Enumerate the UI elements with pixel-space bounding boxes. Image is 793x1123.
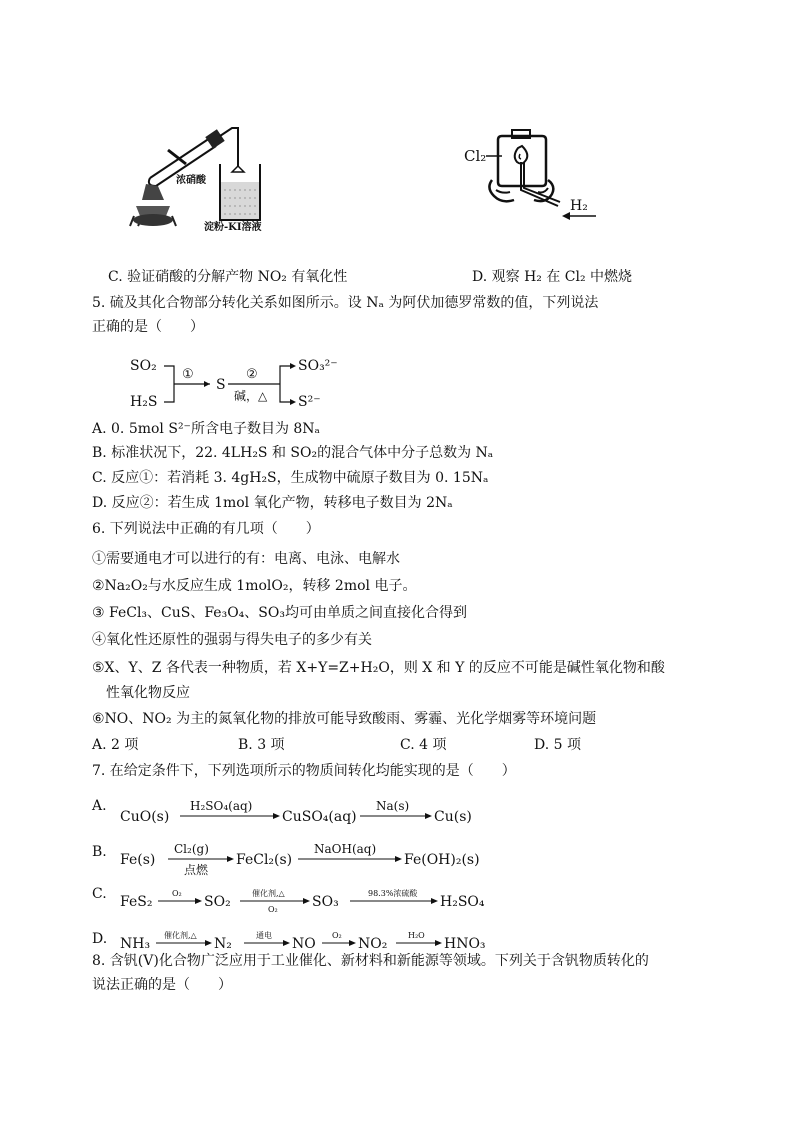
q6-option-d: D. 5 项 xyxy=(534,737,581,753)
q7-option-a-label: A. xyxy=(92,798,107,814)
q6-statement-4: ④氧化性还原性的强弱与得失电子的多少有关 xyxy=(92,632,372,648)
c-species-1: FeS₂ xyxy=(120,894,153,910)
q5-option-b: B. 标准状况下，22. 4LH₂S 和 SO₂的混合气体中分子总数为 Nₐ xyxy=(92,445,494,461)
d-condition-4: H₂O xyxy=(408,931,425,940)
d-species-5: HNO₃ xyxy=(444,936,486,952)
q6-statement-2: ②Na₂O₂与水反应生成 1molO₂，转移 2mol 电子。 xyxy=(92,578,417,594)
label-h2: H₂ xyxy=(570,198,588,214)
q5-reaction-scheme xyxy=(128,352,368,412)
q5-stem-1: 5. 硫及其化合物部分转化关系如图所示。设 Nₐ 为阿伏加德罗常数的值，下列说法 xyxy=(92,295,599,311)
c-species-3: SO₃ xyxy=(312,894,339,910)
condition-base-heat: 碱，△ xyxy=(234,389,268,403)
species-s: S xyxy=(216,377,226,393)
q5-option-a: A. 0. 5mol S²⁻所含电子数目为 8Nₐ xyxy=(92,421,320,437)
q6-option-c: C. 4 项 xyxy=(400,737,447,753)
q7-option-d-scheme xyxy=(118,928,498,952)
q5-stem-2: 正确的是（ ） xyxy=(92,319,204,335)
a-condition-1: H₂SO₄(aq) xyxy=(190,799,253,813)
figure-c-apparatus xyxy=(128,120,298,238)
delivery-tube xyxy=(220,128,238,170)
q6-option-a: A. 2 项 xyxy=(92,737,139,753)
b-species-3: Fe(OH)₂(s) xyxy=(404,852,480,868)
q8-stem-1: 8. 含钒(V)化合物广泛应用于工业催化、新材料和新能源等领域。下列关于含钒物质转化的 xyxy=(92,953,649,969)
a-species-3: Cu(s) xyxy=(434,809,472,825)
label-cl2: Cl₂ xyxy=(464,147,487,165)
q6-statement-5a: ⑤X、Y、Z 各代表一种物质，若 X+Y=Z+H₂O，则 X 和 Y 的反应不可能是碱性氧化物和酸 xyxy=(92,660,665,676)
c-condition-3: 98.3%浓硫酸 xyxy=(368,889,418,898)
q6-statement-1: ①需要通电才可以进行的有：电离、电泳、电解水 xyxy=(92,551,400,567)
b-condition-1: Cl₂(g) xyxy=(174,842,209,856)
d-condition-3: O₂ xyxy=(332,931,342,940)
q7-option-b-label: B. xyxy=(92,844,107,860)
c-species-2: SO₂ xyxy=(204,894,231,910)
q7-option-c-label: C. xyxy=(92,886,107,902)
q7-option-d-label: D. xyxy=(92,931,108,947)
q7-option-a-scheme xyxy=(118,794,488,830)
species-so3: SO₃²⁻ xyxy=(298,358,338,374)
q5-option-d: D. 反应②：若生成 1mol 氧化产物，转移电子数目为 2Nₐ xyxy=(92,495,453,511)
q4-option-c: C. 验证硝酸的分解产物 NO₂ 有氧化性 xyxy=(108,269,348,285)
a-species-2: CuSO₄(aq) xyxy=(282,809,357,825)
figure-d-apparatus xyxy=(462,128,602,228)
q6-statement-3: ③ FeCl₃、CuS、Fe₃O₄、SO₃均可由单质之间直接化合得到 xyxy=(92,605,467,621)
c-species-4: H₂SO₄ xyxy=(440,894,485,910)
d-condition-2: 通电 xyxy=(256,931,272,940)
species-h2s: H₂S xyxy=(130,394,158,410)
q7-option-b-scheme xyxy=(118,838,498,880)
a-condition-2: Na(s) xyxy=(376,799,410,813)
c-condition-2b: O₂ xyxy=(268,905,278,914)
q5-option-c: C. 反应①：若消耗 3. 4gH₂S，生成物中硫原子数目为 0. 15Nₐ xyxy=(92,470,489,486)
b-condition-1b: 点燃 xyxy=(184,863,209,877)
label-solution: 淀粉-KI溶液 xyxy=(204,222,262,233)
d-species-4: NO₂ xyxy=(358,936,388,952)
species-s2: S²⁻ xyxy=(298,394,321,410)
d-species-3: NO xyxy=(292,936,316,952)
q6-option-b: B. 3 项 xyxy=(238,737,285,753)
b-species-2: FeCl₂(s) xyxy=(236,852,293,868)
q6-statement-6: ⑥NO、NO₂ 为主的氮氧化物的排放可能导致酸雨、雾霾、光化学烟雾等环境问题 xyxy=(92,711,597,727)
d-species-1: NH₃ xyxy=(120,936,151,952)
d-species-2: N₂ xyxy=(214,936,232,952)
step-1: ① xyxy=(182,367,194,382)
c-condition-2: 催化剂,△ xyxy=(252,889,285,898)
q6-statement-5b: 性氧化物反应 xyxy=(106,685,190,701)
beaker xyxy=(220,164,260,220)
b-species-1: Fe(s) xyxy=(120,852,156,868)
q4-option-d: D. 观察 H₂ 在 Cl₂ 中燃烧 xyxy=(472,269,633,285)
species-so2: SO₂ xyxy=(130,358,157,374)
q7-stem: 7. 在给定条件下，下列选项所示的物质间转化均能实现的是（ ） xyxy=(92,763,516,779)
q6-stem: 6. 下列说法中正确的有几项（ ） xyxy=(92,521,320,537)
q8-stem-2: 说法正确的是（ ） xyxy=(92,977,232,993)
c-condition-1: O₂ xyxy=(172,889,182,898)
d-condition-1: 催化剂,△ xyxy=(164,931,197,940)
q7-option-c-scheme xyxy=(118,884,498,920)
label-acid: 浓硝酸 xyxy=(176,175,206,186)
burner xyxy=(130,184,176,226)
a-species-1: CuO(s) xyxy=(120,809,170,825)
step-2: ② xyxy=(246,367,258,382)
b-condition-2: NaOH(aq) xyxy=(314,842,377,856)
